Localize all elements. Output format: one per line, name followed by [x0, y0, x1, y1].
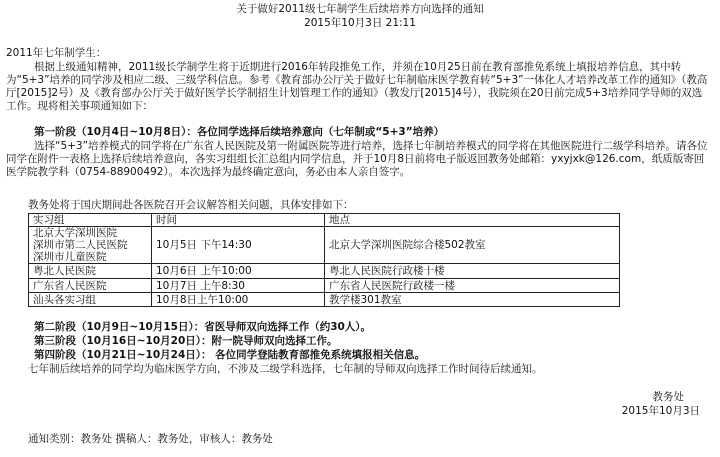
- stage3-line: 第三阶段（10月16日~10月20日）：附一院导师双向选择工作。: [34, 335, 338, 347]
- notice-footer: 通知类别：教务处 撰稿人：教务处，审核人：教务处: [28, 433, 273, 445]
- notice-datetime: 2015年10月3日 21:11: [304, 17, 416, 29]
- cell-group: [29, 227, 152, 264]
- stage2-line: 第二阶段（10月9日~10月15日）：省医导师双向选择工作（约30人）。: [34, 321, 372, 333]
- cell-place: 广东省人民医院行政楼一楼: [325, 279, 620, 293]
- column-header-group: 实习组: [29, 214, 152, 227]
- column-header-time: 时间: [152, 214, 325, 227]
- cell-place: 教学楼301教室: [325, 293, 620, 307]
- cell-time: 10月8日上午10:00: [152, 293, 325, 307]
- notice-title: 关于做好2011级七年制学生后续培养方向选择的通知: [236, 3, 484, 15]
- table-row: [29, 279, 620, 293]
- stage1-body: 选择“5+3”培养模式的同学将在广东省人民医院及第一附属医院等进行培养，选择七年制培养模式的同学将在其他医院进行二级学科培养。请各位同学在附件一表格上选择后续培养意向，各实习组组长汇总组内同学信息，并于10月8日前将电子版返回教务处邮箱：yxyjxk@126.com，纸质版寄回医学院教学科（0754-88900492）。本次选择为最终确定意向，务必由本人亲自签字。: [6, 140, 708, 178]
- table-row: [29, 264, 620, 279]
- cell-place: 粤北人民医院行政楼十楼: [325, 264, 620, 279]
- cell-time: 10月6日 上午10:00: [152, 264, 325, 279]
- cell-time: 10月7日 上午8:30: [152, 279, 325, 293]
- stage1-heading: 第一阶段（10月4日~10月8日）：各位同学选择后续培养意向（七年制或“5+3”培养）: [34, 126, 445, 138]
- cell-group: 粤北人民医院: [29, 264, 152, 279]
- meeting-schedule-table: [28, 213, 620, 307]
- cell-group: 汕头各实习组: [29, 293, 152, 307]
- group-name: 深圳市儿童医院: [33, 251, 107, 263]
- table-row: [29, 293, 620, 307]
- cell-group: 广东省人民医院: [29, 279, 152, 293]
- cell-place: 北京大学深圳医院综合楼502教室: [325, 227, 620, 264]
- stage4-line: 第四阶段（10月21日~10月24日）： 各位同学登陆教育部推免系统填报相关信息。: [34, 349, 426, 361]
- group-name: 深圳市第二人民医院: [33, 239, 128, 251]
- table-row: [29, 227, 620, 264]
- closing-note: 七年制后续培养的同学均为临床医学方向，不涉及二级学科选择，七年制的导师双向选择工作时间待后续通知。: [28, 363, 543, 375]
- intro-paragraph: 根据上级通知精神，2011级长学制学生将于近期进行2016年转段推免工作，并须在10月25日前在教育部推免系统上填报培养信息，其中转为“5+3”培养的同学涉及相应二级、三级学科信息。参考《教育部办公厅关于做好七年制临床医学教育转“5+3”一体化人才培养改革工作的通知》（教高厅[2015]2号）及《教育部办公厅关于做好医学长学制招生计划管理工作的通知》（教发厅[2015]4号），我院须在20日前完成5+3培养同学导师的双选工作。现将相关事项通知如下：: [6, 61, 708, 112]
- signature-office: 教务处: [652, 391, 684, 403]
- signature-date: 2015年10月3日: [621, 405, 700, 417]
- column-header-place: 地点: [325, 214, 620, 227]
- salutation: 2011年七年制学生：: [6, 47, 107, 59]
- meeting-intro: 教务处将于国庆期间赴各医院召开会议解答相关问题，具体安排如下：: [28, 199, 354, 211]
- table-header-row: [29, 214, 620, 227]
- cell-time: 10月5日 下午14:30: [152, 227, 325, 264]
- group-name: 北京大学深圳医院: [33, 227, 117, 239]
